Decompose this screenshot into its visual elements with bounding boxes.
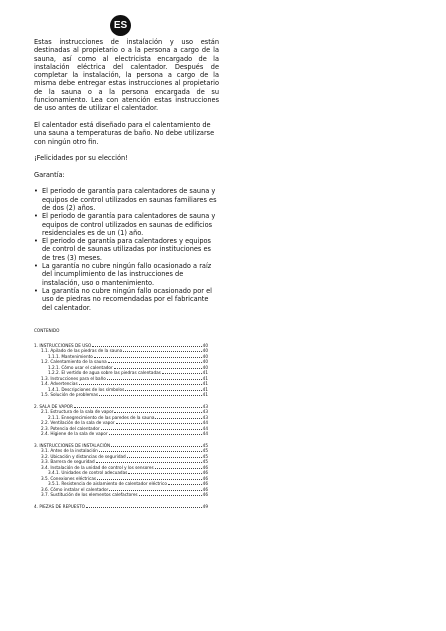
toc-entry-title: 1.2.2. El vertido de agua sobre las piedras calentadas xyxy=(48,370,161,375)
body-text xyxy=(34,38,219,312)
toc-entry-title: 2. SALA DE VAPOR xyxy=(34,403,73,409)
toc-title: CONTENIDO xyxy=(34,328,60,333)
congrats-line: ¡Felicidades por su elección! xyxy=(34,154,128,163)
toc-page-number: 44 xyxy=(202,425,208,431)
toc-leader-dots xyxy=(74,407,202,408)
warranty-item: • El periodo de garantía para calentadores y equipos de control de saunas utilizadas por instituciones es de tres (3) meses. xyxy=(34,237,219,262)
toc-leader-dots xyxy=(99,451,202,452)
toc-leader-dots xyxy=(111,446,201,447)
warranty-list xyxy=(34,187,219,311)
toc-page-number: 40 xyxy=(202,348,208,353)
toc-entry-title: 2.1.1. Ennegrecimiento de las paredes de la sauna xyxy=(48,414,155,420)
toc-page-number: 46 xyxy=(202,492,208,497)
toc-page-number: 41 xyxy=(202,392,208,397)
toc-leader-dots xyxy=(155,468,202,469)
toc-entry-title: 1.1.1. Mantenimiento xyxy=(48,353,93,359)
toc-leader-dots xyxy=(101,429,202,430)
toc-entry-title: 1.2. Calentamiento de la sauna xyxy=(41,359,107,364)
purpose-paragraph: El calentador está diseñado para el calentamiento de una sauna a temperaturas de baño. No debe utilizarse con ningún otro fin. xyxy=(34,120,215,146)
toc-page-number: 46 xyxy=(202,481,208,486)
toc-leader-dots xyxy=(94,357,202,358)
warranty-item: • El periodo de garantía para calentadores de sauna y equipos de control utilizados en saunas de edificios residenciales es de un (1) año. xyxy=(34,212,219,237)
toc-leader-dots xyxy=(162,373,202,374)
toc-leader-dots xyxy=(109,434,202,435)
toc-page-number: 45 xyxy=(202,453,208,459)
toc-entry-title: 3.5. Conexiones eléctricas xyxy=(41,475,97,481)
toc-leader-dots xyxy=(168,484,202,485)
toc-entry-title: 2.2. Ventilación de la sala de vapor xyxy=(41,420,115,425)
toc-entry-title: 3.3. Barrera de seguridad xyxy=(41,459,95,464)
toc-leader-dots xyxy=(114,412,201,413)
warranty-title: Garantía: xyxy=(34,170,65,179)
toc-leader-dots xyxy=(127,457,202,458)
toc-entry-title: 3.6. Cómo instalar el calentador xyxy=(41,486,109,492)
toc-entry-title: 3.4.1. Unidades de control adecuadas xyxy=(48,470,128,475)
toc-page-number: 41 xyxy=(202,381,208,386)
toc-page-number: 45 xyxy=(202,459,208,464)
toc-leader-dots xyxy=(108,362,202,363)
toc-page-number: 45 xyxy=(202,442,208,448)
toc-leader-dots xyxy=(86,507,202,508)
toc-leader-dots xyxy=(123,351,201,352)
toc-page-number: 40 xyxy=(202,353,208,359)
toc-leader-dots xyxy=(109,490,201,491)
toc-page-number: 46 xyxy=(202,464,208,470)
toc-entry-title: 3.4. Instalación de la unidad de control y los sensores xyxy=(41,464,154,470)
toc-page-number: 49 xyxy=(202,503,208,509)
toc-entry-title: 1. INSTRUCCIONES DE USO xyxy=(34,342,92,348)
intro-paragraph: Estas instrucciones de instalación y uso están destinadas al propietario o a la persona a cargo de la sauna, así como al electricista encargado de la instalación eléctrica del calentador. Después de completar la instalación, la persona a cargo de la misma debe entregar estas instrucciones al propietario de la sauna o a la persona encargada de su funcionamiento. Lea con atención estas instrucciones de uso antes de utilizar el calentador. xyxy=(34,38,219,113)
toc-entry-title: 3.7. Sustitución de los elementos calefactores xyxy=(41,492,138,497)
warranty-item: • El periodo de garantía para calentadores de sauna y equipos de control utilizados en saunas familiares es de dos (2) años. xyxy=(34,187,219,212)
toc-entry-title: 1.4. Advertencias xyxy=(41,381,78,386)
toc-leader-dots xyxy=(116,423,202,424)
toc-page-number: 41 xyxy=(202,375,208,381)
toc-page-number: 40 xyxy=(202,364,208,370)
warranty-item: • La garantía no cubre ningún fallo ocasionado a raíz del incumplimiento de las instrucciones de instalación, uso o mantenimiento. xyxy=(34,262,219,287)
toc-leader-dots xyxy=(114,368,202,369)
toc-section xyxy=(34,343,208,398)
toc-leader-dots xyxy=(99,395,202,396)
toc-entry[interactable] xyxy=(34,431,208,437)
language-badge: ES xyxy=(110,15,131,36)
toc-entry-title: 2.1. Estructura de la sala de vapor xyxy=(41,409,114,414)
toc-page-number: 44 xyxy=(202,420,208,425)
toc-entry-title: 3.2. Ubicación y distancias de seguridad xyxy=(41,453,126,459)
toc-entry-title: 3.1. Antes de la instalación xyxy=(41,448,98,453)
toc-page-number: 41 xyxy=(202,370,208,375)
toc-page-number: 45 xyxy=(202,448,208,453)
toc-leader-dots xyxy=(128,473,201,474)
toc-body xyxy=(34,343,208,510)
toc-entry[interactable] xyxy=(34,504,208,510)
toc-page-number: 46 xyxy=(202,470,208,475)
toc-section xyxy=(34,504,208,510)
toc-entry-title: 1.5. Solución de problemas xyxy=(41,392,99,397)
toc-section xyxy=(34,443,208,498)
toc-page-number: 46 xyxy=(202,486,208,492)
toc-leader-dots xyxy=(155,418,201,419)
toc-leader-dots xyxy=(139,495,202,496)
toc-entry-title: 3.5.1. Resistencia de aislamiento de calentador eléctrico xyxy=(48,481,167,486)
toc-page-number: 40 xyxy=(202,359,208,364)
toc-entry-title: 3. INSTRUCCIONES DE INSTALACIÓN xyxy=(34,442,111,448)
toc-page-number: 40 xyxy=(202,342,208,348)
toc-entry-title: 1.2.1. Cómo usar el calentador xyxy=(48,364,113,370)
toc-page-number: 41 xyxy=(202,386,208,392)
toc-page-number: 44 xyxy=(202,431,208,436)
toc-entry-title: 1.1. Apilado de las piedras de la sauna xyxy=(41,348,123,353)
toc-entry-title: 2.4. Higiene de la sala de vapor xyxy=(41,431,108,436)
toc-leader-dots xyxy=(97,479,202,480)
toc-section xyxy=(34,404,208,437)
toc-leader-dots xyxy=(107,379,202,380)
toc-entry[interactable] xyxy=(34,392,208,398)
toc-leader-dots xyxy=(92,346,201,347)
table-of-contents xyxy=(34,328,208,515)
toc-entry-title: 4. PIEZAS DE REPUESTO xyxy=(34,503,85,509)
toc-leader-dots xyxy=(125,390,201,391)
toc-entry-title: 1.3. Instrucciones para el baño xyxy=(41,375,106,381)
warranty-item: • La garantía no cubre ningún fallo ocasionado por el uso de piedras no recomendadas por el fabricante del calentador. xyxy=(34,287,219,312)
toc-entry-title: 2.3. Potencia del calentador xyxy=(41,425,100,431)
toc-leader-dots xyxy=(79,384,202,385)
toc-page-number: 43 xyxy=(202,409,208,414)
toc-page-number: 46 xyxy=(202,475,208,481)
toc-page-number: 43 xyxy=(202,403,208,409)
toc-leader-dots xyxy=(96,462,202,463)
toc-entry[interactable] xyxy=(34,492,208,498)
toc-entry-title: 1.4.1. Descripciones de los símbolos xyxy=(48,386,125,392)
toc-page-number: 43 xyxy=(202,414,208,420)
